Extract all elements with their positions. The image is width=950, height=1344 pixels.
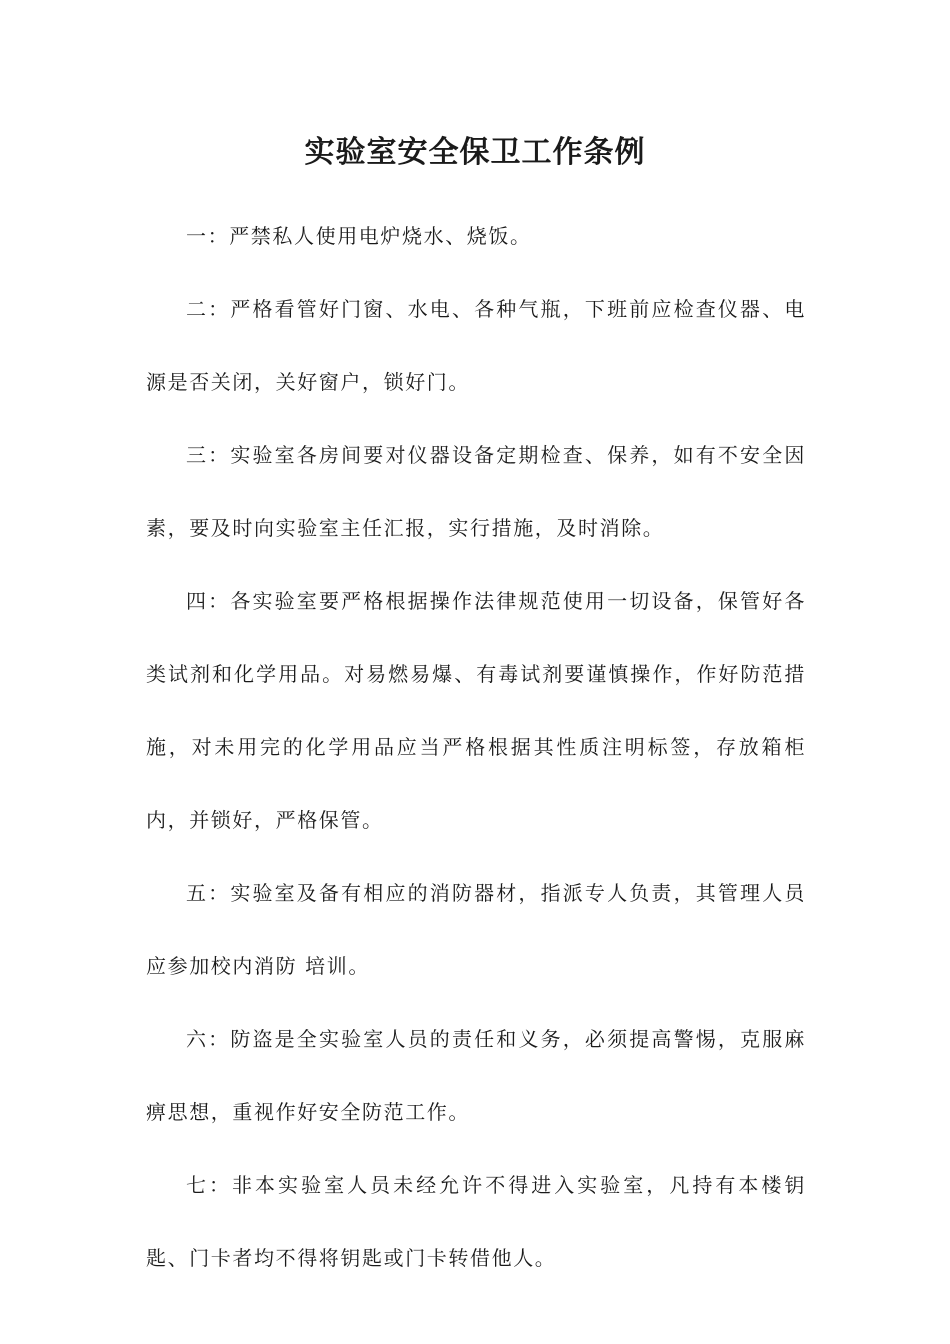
clause-7: 七：非本实验室人员未经允许不得进入实验室，凡持有本楼钥匙、门卡者均不得将钥匙或门卡转借他人。 <box>146 1173 806 1270</box>
document-title: 实验室安全保卫工作条例 <box>304 135 646 170</box>
clause-1: 一：严禁私人使用电炉烧水、烧饭。 <box>186 224 532 248</box>
clause-5: 五：实验室及备有相应的消防器材，指派专人负责，其管理人员应参加校内消防 培训。 <box>146 881 806 978</box>
clause-2: 二：严格看管好门窗、水电、各种气瓶，下班前应检查仪器、电源是否关闭，关好窗户，锁好门。 <box>146 297 806 394</box>
clause-3: 三：实验室各房间要对仪器设备定期检查、保养，如有不安全因素，要及时向实验室主任汇报，实行措施，及时消除。 <box>146 443 806 540</box>
document-body <box>146 200 806 1295</box>
clause-6: 六：防盗是全实验室人员的责任和义务，必须提高警惕，克服麻痹思想，重视作好安全防范工作。 <box>146 1027 806 1124</box>
clause-4: 四：各实验室要严格根据操作法律规范使用一切设备，保管好各类试剂和化学用品。对易燃易爆、有毒试剂要谨慎操作，作好防范措施，对未用完的化学用品应当严格根据其性质注明标签，存放箱柜内，并锁好，严格保管。 <box>146 589 806 832</box>
